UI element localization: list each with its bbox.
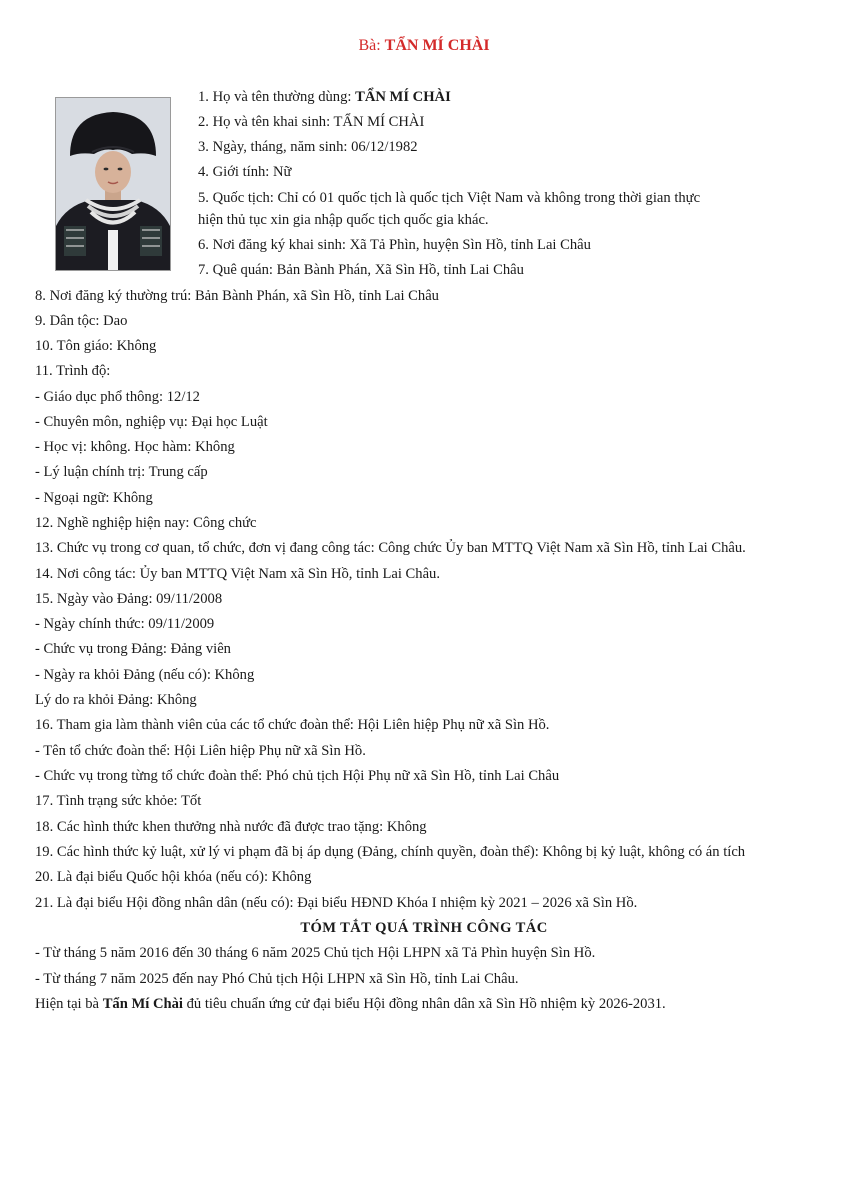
item-5-line-1: 5. Quốc tịch: Chỉ có 01 quốc tịch là quốc tịch Việt Nam và không trong thời gian thực bbox=[198, 190, 701, 206]
item-15-leave-reason: Lý do ra khỏi Đảng: Không bbox=[35, 692, 197, 708]
item-15: 15. Ngày vào Đảng: 09/11/2008 bbox=[35, 591, 223, 607]
item-15-party-position: - Chức vụ trong Đảng: Đảng viên bbox=[35, 641, 231, 657]
item-1 bbox=[198, 88, 451, 106]
item-12: 12. Nghề nghiệp hiện nay: Công chức bbox=[35, 515, 257, 531]
item-8: 8. Nơi đăng ký thường trú: Bản Bành Phán, xã Sìn Hồ, tỉnh Lai Châu bbox=[35, 288, 439, 304]
item-10: 10. Tôn giáo: Không bbox=[35, 338, 157, 354]
item-11-specialty: - Chuyên môn, nghiệp vụ: Đại học Luật bbox=[35, 414, 268, 430]
item-5-line-2: hiện thủ tục xin gia nhập quốc tịch quốc gia khác. bbox=[198, 212, 489, 228]
item-11-political-theory: - Lý luận chính trị: Trung cấp bbox=[35, 464, 208, 480]
conclusion-statement bbox=[35, 995, 666, 1013]
item-16-organization: - Tên tổ chức đoàn thể: Hội Liên hiệp Phụ nữ xã Sìn Hồ. bbox=[35, 743, 366, 759]
item-6: 6. Nơi đăng ký khai sinh: Xã Tả Phìn, huyện Sìn Hồ, tỉnh Lai Châu bbox=[198, 237, 591, 253]
item-18: 18. Các hình thức khen thưởng nhà nước đã được trao tặng: Không bbox=[35, 819, 427, 835]
conclusion-prefix: Hiện tại bà bbox=[35, 996, 103, 1012]
item-19: 19. Các hình thức kỷ luật, xử lý vi phạm đã bị áp dụng (Đảng, chính quyền, đoàn thể): Không bị kỷ luật, không có án tích bbox=[35, 844, 746, 860]
item-14: 14. Nơi công tác: Ủy ban MTTQ Việt Nam xã Sìn Hồ, tỉnh Lai Châu. bbox=[35, 566, 440, 582]
item-20: 20. Là đại biểu Quốc hội khóa (nếu có): Không bbox=[35, 869, 312, 885]
item-11-education: - Giáo dục phổ thông: 12/12 bbox=[35, 389, 200, 405]
item-15-leave-date: - Ngày ra khỏi Đảng (nếu có): Không bbox=[35, 667, 255, 683]
item-9: 9. Dân tộc: Dao bbox=[35, 313, 128, 329]
conclusion-suffix: đủ tiêu chuẩn ứng cử đại biểu Hội đồng nhân dân xã Sìn Hồ nhiệm kỳ 2026-2031. bbox=[182, 996, 666, 1012]
item-2: 2. Họ và tên khai sinh: TẨN MÍ CHÀI bbox=[198, 114, 425, 130]
item-11-degree: - Học vị: không. Học hàm: Không bbox=[35, 439, 235, 455]
item-11-foreign-language: - Ngoại ngữ: Không bbox=[35, 490, 153, 506]
item-7: 7. Quê quán: Bản Bành Phán, Xã Sìn Hồ, tỉnh Lai Châu bbox=[198, 262, 524, 278]
item-17: 17. Tình trạng sức khỏe: Tốt bbox=[35, 793, 202, 809]
title-name: TẨN MÍ CHÀI bbox=[384, 37, 490, 54]
title-prefix: Bà: bbox=[358, 37, 385, 54]
item-11: 11. Trình độ: bbox=[35, 363, 111, 379]
item-16: 16. Tham gia làm thành viên của các tổ chức đoàn thể: Hội Liên hiệp Phụ nữ xã Sìn Hồ. bbox=[35, 717, 550, 733]
item-4: 4. Giới tính: Nữ bbox=[198, 164, 292, 180]
item-13: 13. Chức vụ trong cơ quan, tổ chức, đơn vị đang công tác: Công chức Ủy ban MTTQ Việt Nam xã Sìn Hồ, tỉnh Lai Châu. bbox=[35, 540, 746, 556]
item-1-value: TẨN MÍ CHÀI bbox=[355, 89, 451, 105]
page-title bbox=[0, 37, 848, 55]
item-15-official-date: - Ngày chính thức: 09/11/2009 bbox=[35, 616, 215, 632]
conclusion-name: Tẩn Mí Chài bbox=[102, 996, 183, 1012]
portrait-photo-icon bbox=[55, 97, 171, 271]
item-3: 3. Ngày, tháng, năm sinh: 06/12/1982 bbox=[198, 139, 418, 155]
item-21: 21. Là đại biểu Hội đồng nhân dân (nếu có): Đại biểu HĐND Khóa I nhiệm kỳ 2021 – 2026 xã Sìn Hồ. bbox=[35, 895, 638, 911]
item-1-label: 1. Họ và tên thường dùng: bbox=[198, 89, 356, 105]
work-summary-item-2: - Từ tháng 7 năm 2025 đến nay Phó Chủ tịch Hội LHPN xã Sìn Hồ, tỉnh Lai Châu. bbox=[35, 971, 519, 987]
item-16-position: - Chức vụ trong từng tổ chức đoàn thể: Phó chủ tịch Hội Phụ nữ xã Sìn Hồ, tỉnh Lai Châu bbox=[35, 768, 560, 784]
work-summary-heading: TÓM TẮT QUÁ TRÌNH CÔNG TÁC bbox=[300, 920, 548, 936]
work-summary-item-1: - Từ tháng 5 năm 2016 đến 30 tháng 6 năm 2025 Chủ tịch Hội LHPN xã Tả Phìn huyện Sìn Hồ. bbox=[35, 945, 596, 961]
